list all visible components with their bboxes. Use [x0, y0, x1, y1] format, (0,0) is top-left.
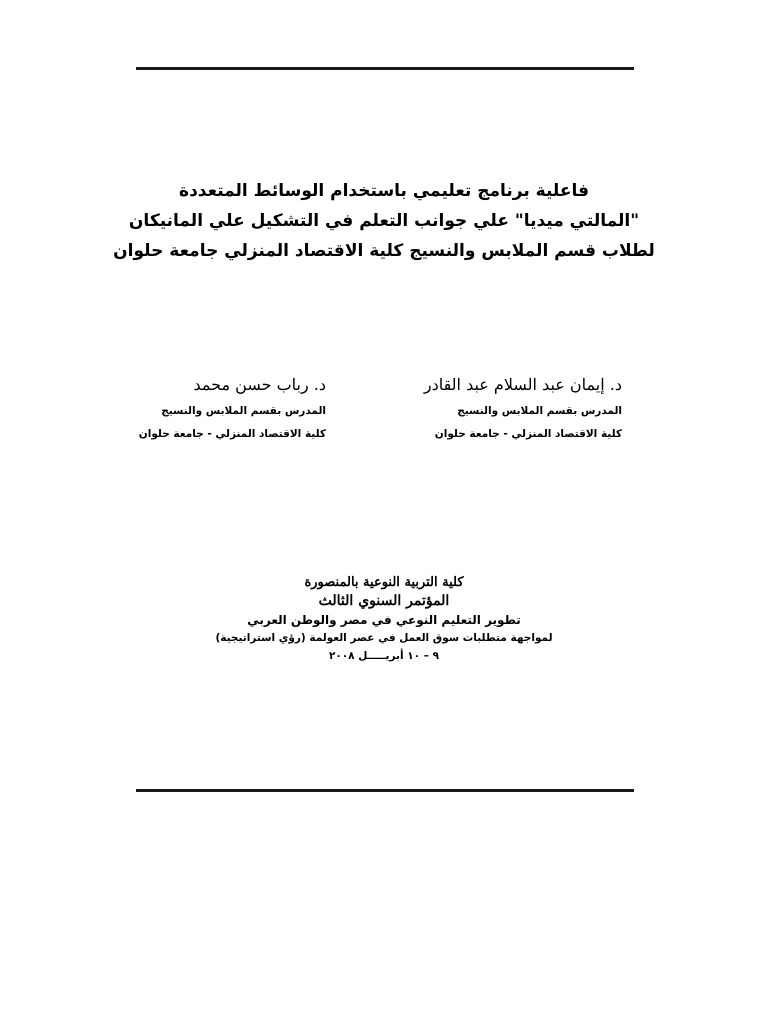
author-2-affiliation: كلية الاقتصاد المنزلي - جامعة حلوان — [138, 428, 326, 440]
top-divider — [136, 67, 634, 70]
conference-subtitle: لمواجهة متطلبات سوق العمل في عصر العولمة (رؤي استراتيجية) — [215, 632, 553, 644]
author-2-name: د. رباب حسن محمد — [193, 375, 326, 394]
author-1 — [400, 375, 622, 441]
author-1-name: د. إيمان عبد السلام عبد القادر — [423, 375, 622, 394]
conference-name: المؤتمر السنوي الثالث — [318, 593, 450, 609]
bottom-divider — [136, 789, 634, 792]
title-line-1: فاعلية برنامج تعليمي باستخدام الوسائط المتعددة — [179, 181, 589, 201]
author-2 — [138, 375, 326, 441]
author-1-affiliation: كلية الاقتصاد المنزلي - جامعة حلوان — [434, 428, 622, 440]
paper-title — [100, 176, 668, 266]
conference-dates: ٩ – ١٠ أبريـــــل ٢٠٠٨ — [328, 650, 440, 662]
conference-college: كلية التربية النوعية بالمنصورة — [304, 575, 464, 590]
author-2-role: المدرس بقسم الملابس والنسيج — [161, 405, 326, 417]
author-1-role: المدرس بقسم الملابس والنسيج — [457, 405, 622, 417]
title-line-2: "المالتي ميديا" علي جوانب التعلم في التشكيل علي المانيكان — [128, 211, 640, 231]
title-line-3: لطلاب قسم الملابس والنسيج كلية الاقتصاد المنزلي جامعة حلوان — [113, 241, 655, 261]
conference-theme: تطوير التعليم النوعي في مصر والوطن العربي — [247, 613, 521, 627]
conference-info — [200, 574, 568, 665]
